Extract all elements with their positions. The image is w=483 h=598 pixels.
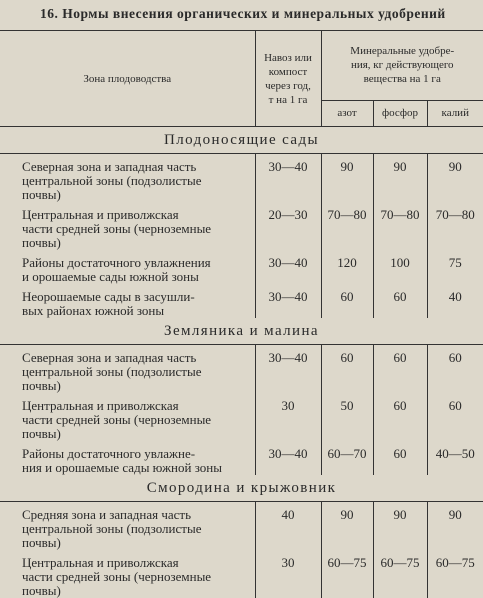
zone-line: Северная зона и западная часть <box>22 351 247 365</box>
potassium-cell: 60—75 <box>427 550 483 598</box>
potassium-cell: 70—80 <box>427 202 483 250</box>
zone-header: Зона плодоводства <box>0 31 255 127</box>
potassium-cell: 40 <box>427 284 483 318</box>
zone-cell <box>0 441 255 475</box>
potassium-cell: 90 <box>427 154 483 203</box>
section-title: Плодоносящие сады <box>0 127 483 154</box>
zone-line: Северная зона и западная часть <box>22 160 247 174</box>
nitrogen-cell: 60—70 <box>321 441 373 475</box>
nitrogen-cell: 70—80 <box>321 202 373 250</box>
zone-line: почвы) <box>22 188 247 202</box>
phosphorus-header: фосфор <box>373 100 427 126</box>
phosphorus-cell: 60 <box>373 345 427 394</box>
zone-line: части средней зоны (черноземные <box>22 413 247 427</box>
zone-line: Неорошаемые сады в засушли- <box>22 290 247 304</box>
zone-line: части средней зоны (черноземные <box>22 222 247 236</box>
header-row-top <box>0 31 483 101</box>
nitrogen-cell: 60—75 <box>321 550 373 598</box>
manure-header: Навоз или компост через год, т на 1 га <box>255 31 321 127</box>
manure-cell: 30 <box>255 393 321 441</box>
table-row <box>0 502 483 551</box>
zone-line: почвы) <box>22 427 247 441</box>
mineral-header: Минеральные удобре- ния, кг действующего вещества на 1 га <box>321 31 483 101</box>
phosphorus-cell: 90 <box>373 154 427 203</box>
potassium-cell: 40—50 <box>427 441 483 475</box>
potassium-cell: 60 <box>427 393 483 441</box>
section-header-row <box>0 127 483 154</box>
zone-cell <box>0 250 255 284</box>
table-row <box>0 250 483 284</box>
zone-line: Центральная и приволжская <box>22 399 247 413</box>
manure-cell: 30—40 <box>255 345 321 394</box>
potassium-cell: 60 <box>427 345 483 394</box>
table-row <box>0 550 483 598</box>
table-row <box>0 393 483 441</box>
zone-line: вых районах южной зоны <box>22 304 247 318</box>
zone-cell <box>0 393 255 441</box>
table-row <box>0 284 483 318</box>
zone-line: почвы) <box>22 379 247 393</box>
phosphorus-cell: 100 <box>373 250 427 284</box>
phosphorus-cell: 60 <box>373 393 427 441</box>
zone-cell <box>0 154 255 203</box>
phosphorus-cell: 60—75 <box>373 550 427 598</box>
nitrogen-cell: 120 <box>321 250 373 284</box>
zone-cell <box>0 284 255 318</box>
manure-cell: 30—40 <box>255 441 321 475</box>
zone-line: центральной зоны (подзолистые <box>22 522 247 536</box>
nitrogen-cell: 60 <box>321 284 373 318</box>
potassium-header: калий <box>427 100 483 126</box>
potassium-cell: 75 <box>427 250 483 284</box>
table-title: 16. Нормы внесения органических и минеральных удобрений <box>40 6 446 22</box>
zone-line: почвы) <box>22 236 247 250</box>
nitrogen-cell: 50 <box>321 393 373 441</box>
section-title: Смородина и крыжовник <box>0 475 483 502</box>
zone-line: центральной зоны (подзолистые <box>22 365 247 379</box>
manure-cell: 30—40 <box>255 154 321 203</box>
manure-cell: 20—30 <box>255 202 321 250</box>
zone-line: и орошаемые сады южной зоны <box>22 270 247 284</box>
nitrogen-cell: 90 <box>321 502 373 551</box>
zone-line: Центральная и приволжская <box>22 556 247 570</box>
fertilizer-table <box>0 30 483 598</box>
zone-cell <box>0 550 255 598</box>
table-row <box>0 154 483 203</box>
section-header-row <box>0 475 483 502</box>
manure-cell: 40 <box>255 502 321 551</box>
table-body <box>0 127 483 598</box>
table-row <box>0 345 483 394</box>
zone-line: Центральная и приволжская <box>22 208 247 222</box>
zone-line: почвы) <box>22 536 247 550</box>
zone-cell <box>0 345 255 394</box>
potassium-cell: 90 <box>427 502 483 551</box>
manure-cell: 30—40 <box>255 250 321 284</box>
phosphorus-cell: 60 <box>373 441 427 475</box>
nitrogen-header: азот <box>321 100 373 126</box>
phosphorus-cell: 90 <box>373 502 427 551</box>
manure-cell: 30 <box>255 550 321 598</box>
manure-cell: 30—40 <box>255 284 321 318</box>
zone-line: Районы достаточного увлажнения <box>22 256 247 270</box>
table-row <box>0 441 483 475</box>
zone-line: центральной зоны (подзолистые <box>22 174 247 188</box>
zone-line: почвы) <box>22 584 247 598</box>
phosphorus-cell: 60 <box>373 284 427 318</box>
zone-cell <box>0 502 255 551</box>
zone-line: ния и орошаемые сады южной зоны <box>22 461 247 475</box>
zone-line: Районы достаточного увлажне- <box>22 447 247 461</box>
nitrogen-cell: 60 <box>321 345 373 394</box>
zone-line: части средней зоны (черноземные <box>22 570 247 584</box>
section-title: Земляника и малина <box>0 318 483 345</box>
phosphorus-cell: 70—80 <box>373 202 427 250</box>
table-row <box>0 202 483 250</box>
zone-cell <box>0 202 255 250</box>
nitrogen-cell: 90 <box>321 154 373 203</box>
zone-line: Средняя зона и западная часть <box>22 508 247 522</box>
section-header-row <box>0 318 483 345</box>
